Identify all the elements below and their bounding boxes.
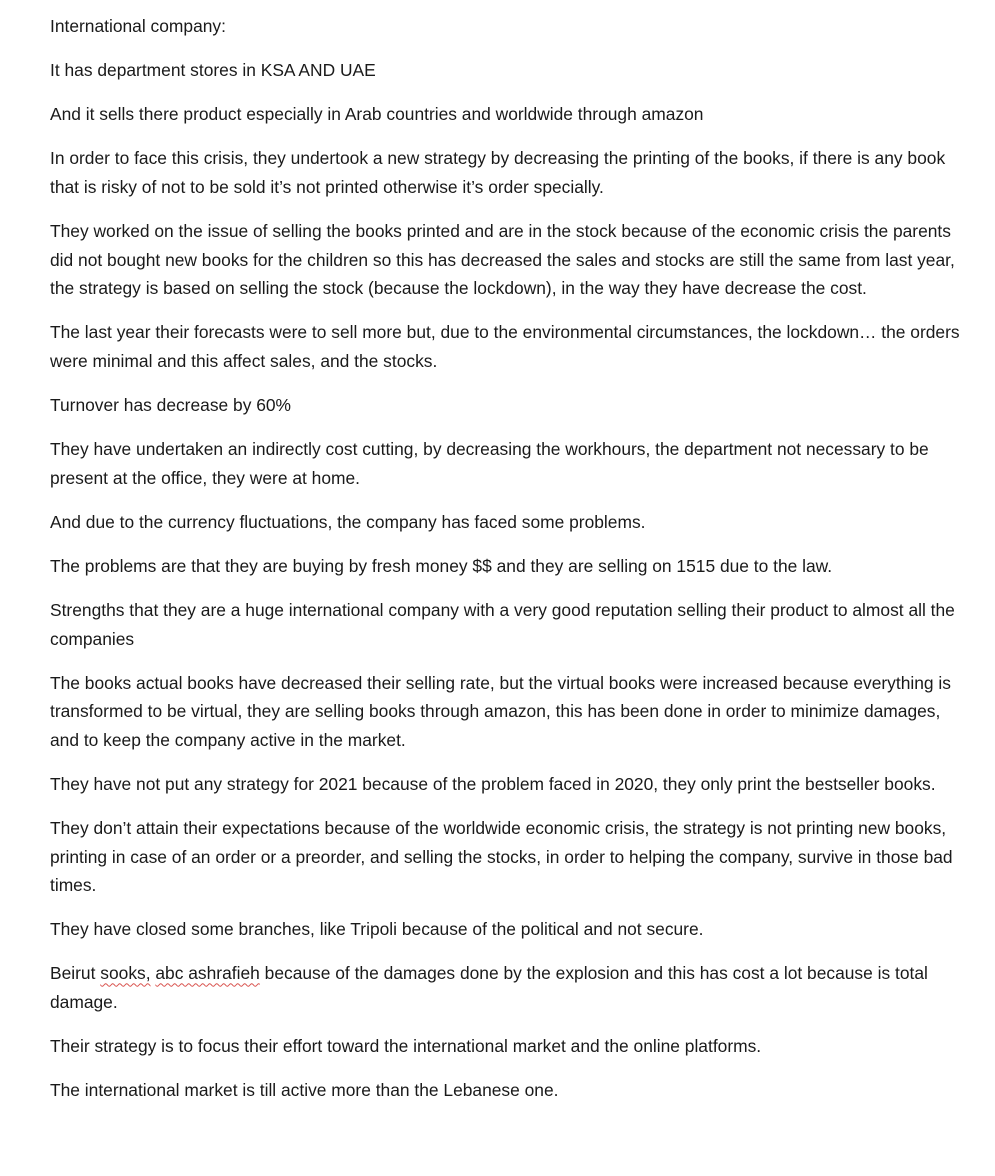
paragraph-1: International company: — [50, 16, 226, 36]
paragraph-international-market: The international market is till active more than the Lebanese one. — [50, 1080, 559, 1101]
paragraph-5: They worked on the issue of selling the books printed and are in the stock because of the economic crisis the parents did not bought new books for the children so this has decreased the sales and stocks are still the same from last year, the strategy is based on selling the stock (because the lockdown), in the way they have decrease the cost. — [50, 220, 955, 299]
paragraph-3: And it sells there product especially in Arab countries and worldwide through amazon — [50, 104, 704, 125]
paragraph-6: The last year their forecasts were to sell more but, due to the environmental circumstances, the lockdown… the orders were minimal and this affect sales, and the stocks. — [50, 322, 960, 371]
paragraph-11: Strengths that they are a huge international company with a very good reputation selling their product to almost all the companies — [50, 599, 955, 649]
paragraph-7: Turnover has decrease by 60% — [50, 394, 292, 415]
paragraph-beirut — [50, 959, 960, 1016]
paragraph-9: And due to the currency fluctuations, the company has faced some problems. — [50, 511, 646, 532]
paragraph-13: They have not put any strategy for 2021 because of the problem faced in 2020, they only print the bestseller books. — [50, 773, 936, 794]
paragraph-10: The problems are that they are buying by fresh money $$ and they are selling on 1515 due to the law. — [50, 555, 833, 576]
paragraph-8: They have undertaken an indirectly cost cutting, by decreasing the workhours, the department not necessary to be present at the office, they were at home. — [50, 439, 929, 488]
paragraph-strategy-focus: Their strategy is to focus their effort toward the international market and the online platforms. — [50, 1036, 762, 1057]
paragraph-4: In order to face this crisis, they undertook a new strategy by decreasing the printing of the books, if there is any book that is risky of not to be sold it’s not printed otherwise it’s order specially. — [50, 148, 946, 197]
paragraph-2: It has department stores in KSA AND UAE — [50, 60, 376, 81]
paragraph-12: The books actual books have decreased their selling rate, but the virtual books were increased because everything is transformed to be virtual, they are selling books through amazon, this has been done in order to minimize damages, and to keep the company active in the market. — [50, 672, 951, 750]
paragraph-15: They have closed some branches, like Tripoli because of the political and not secure. — [50, 919, 704, 940]
spelling-error-sooks[interactable]: sooks, — [100, 963, 151, 984]
paragraph-14: They don’t attain their expectations because of the worldwide economic crisis, the strategy is not printing new books, printing in case of an order or a preorder, and selling the stocks, in order to helping the company, survive in those bad times. — [50, 817, 953, 896]
beirut-rest: because of the damages done by the explosion and this has cost a lot because is total damage. — [50, 963, 928, 1012]
document-body — [50, 12, 960, 1120]
beirut-word: Beirut — [50, 963, 96, 984]
spelling-error-abc-ashrafieh[interactable]: abc ashrafieh — [155, 963, 260, 984]
